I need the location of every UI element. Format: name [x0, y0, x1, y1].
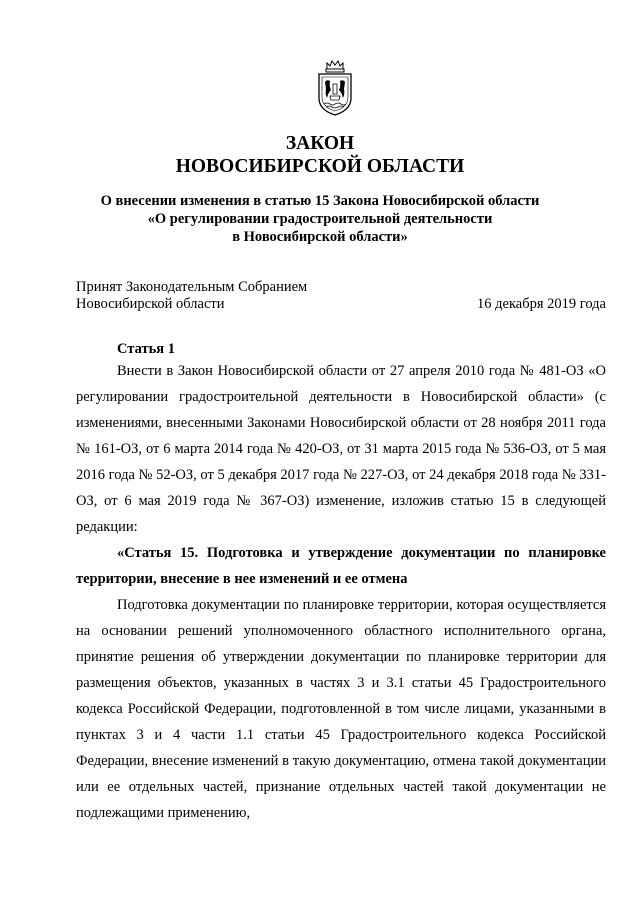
article-15-heading: «Статья 15. Подготовка и утверждение документации по планировке территории, внесение в нее изменений и ее отмена	[76, 545, 606, 587]
subtitle-line-1: О внесении изменения в статью 15 Закона Новосибирской области	[100, 193, 540, 209]
adopted-by-line-2: Новосибирской области	[76, 296, 225, 312]
coat-of-arms-icon	[313, 60, 357, 116]
adoption-date: 16 декабря 2019 года	[477, 296, 606, 312]
law-title-line-1: ЗАКОН	[285, 133, 355, 154]
article-heading: Статья 1	[117, 341, 175, 357]
subtitle-line-3: в Новосибирской области»	[232, 229, 408, 245]
subtitle-line-2: «О регулировании градостроительной деятельности	[147, 211, 493, 227]
law-title-line-2: НОВОСИБИРСКОЙ ОБЛАСТИ	[175, 156, 465, 177]
article-15-paragraph: Подготовка документации по планировке территории, которая осуществляется на основании решений уполномоченного областного исполнительного органа, принятие решения об утверждении документации по планировке территории для размещения объектов, указанных в частях 3 и 3.1 статьи 45 Градостроительного кодекса Российской Федерации, подготовленной в том числе лицами, указанными в пунктах 3 и 4 части 1.1 статьи 45 Градостроительного кодекса Российской Федерации, внесение изменений в такую документацию, отмена такой документации или ее отдельных частей, признание отдельных частей такой документации не подлежащими применению,	[76, 597, 606, 821]
article-1-paragraph: Внести в Закон Новосибирской области от 27 апреля 2010 года № 481-ОЗ «О регулировании градостроительной деятельности в Новосибирской области» (с изменениями, внесенными Законами Новосибирской области от 28 ноября 2011 года № 161-ОЗ, от 6 марта 2014 года № 420-ОЗ, от 31 марта 2015 года № 536-ОЗ, от 5 мая 2016 года № 52-ОЗ, от 5 декабря 2017 года № 227-ОЗ, от 24 декабря 2018 года № 331-ОЗ, от 6 мая 2019 года № 367-ОЗ) изменение, изложив статью 15 в следующей редакции:	[76, 363, 606, 535]
adopted-by-line-1: Принят Законодательным Собранием	[76, 279, 308, 295]
